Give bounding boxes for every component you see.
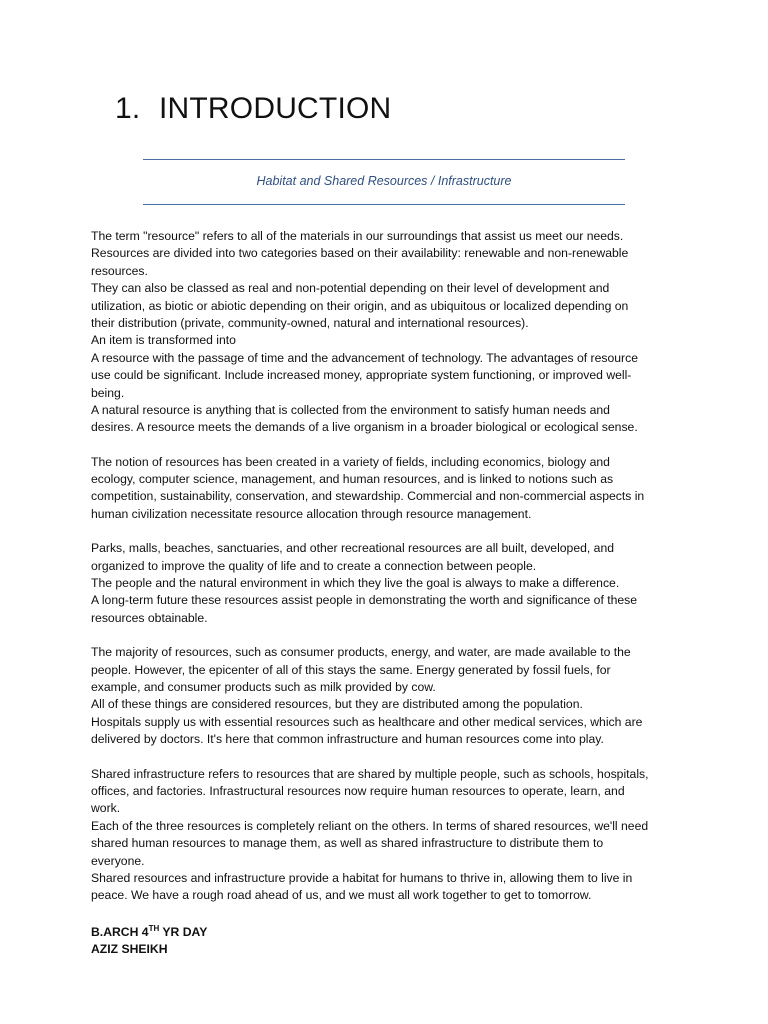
text-line: their distribution (private, community-owned, natural and international resources). xyxy=(91,315,529,330)
text-line: The notion of resources has been created in a variety of fields, including economics, biology and xyxy=(91,454,610,469)
text-line: A long-term future these resources assist people in demonstrating the worth and significance of these xyxy=(91,593,638,608)
text-line: Shared resources and infrastructure provide a habitat for humans to thrive in, allowing them to live in xyxy=(91,870,633,885)
text-line: human civilization necessitate resource allocation through resource management. xyxy=(91,506,532,521)
text-line: shared human resources to manage them, as well as shared infrastructure to distribute them to xyxy=(91,836,604,851)
author-class-prefix: B.ARCH 4 xyxy=(91,925,149,939)
text-line: A natural resource is anything that is collected from the environment to satisfy human needs and xyxy=(91,402,610,417)
text-line: use could be significant. Include increased money, appropriate system functioning, or improved well- xyxy=(91,368,632,383)
text-line: The majority of resources, such as consumer products, energy, and water, are made available to the xyxy=(91,645,631,660)
paragraph xyxy=(91,766,691,905)
text-line: All of these things are considered resources, but they are distributed among the population. xyxy=(91,697,583,712)
text-line: offices, and factories. Infrastructural resources now require human resources to operate, learn, and xyxy=(91,783,625,798)
text-line: competition, sustainability, conservation, and stewardship. Commercial and non-commercial aspects in xyxy=(91,489,645,504)
paragraph xyxy=(91,228,691,437)
text-line: A resource with the passage of time and the advancement of technology. The advantages of resource xyxy=(91,350,638,365)
author-class-line xyxy=(91,924,207,941)
section-title: INTRODUCTION xyxy=(159,92,392,125)
text-line: work. xyxy=(91,801,121,816)
body-text xyxy=(91,228,691,922)
author-class-superscript: TH xyxy=(148,924,160,933)
text-line: everyone. xyxy=(91,853,145,868)
text-line: utilization, as biotic or abiotic depending on their origin, and as ubiquitous or localized depending on xyxy=(91,298,629,313)
author-name: AZIZ SHEIKH xyxy=(91,942,168,957)
text-line: ecology, computer science, management, and human resources, and is linked to notions such as xyxy=(91,472,614,487)
paragraph xyxy=(91,644,691,748)
paragraph xyxy=(91,454,691,524)
text-line: example, and consumer products such as milk provided by cow. xyxy=(91,679,436,694)
author-signature xyxy=(91,924,207,959)
text-line: They can also be classed as real and non-potential depending on their level of development and xyxy=(91,281,610,296)
paragraph xyxy=(91,540,691,627)
text-line: resources. xyxy=(91,263,148,278)
text-line: The term "resource" refers to all of the materials in our surroundings that assist us meet our needs. xyxy=(91,229,624,243)
section-number: 1. xyxy=(115,92,141,125)
text-line: being. xyxy=(91,385,125,400)
text-line: peace. We have a rough road ahead of us, and we must all work together to get to tomorrow. xyxy=(91,888,592,903)
text-line: Shared infrastructure refers to resources that are shared by multiple people, such as schools, hospitals, xyxy=(91,766,649,781)
subtitle-bottom-rule xyxy=(143,204,625,205)
text-line: Parks, malls, beaches, sanctuaries, and other recreational resources are all built, developed, and xyxy=(91,541,614,556)
text-line: organized to improve the quality of life and to create a connection between people. xyxy=(91,558,537,573)
text-line: An item is transformed into xyxy=(91,333,236,348)
section-heading xyxy=(115,92,391,126)
text-line: resources obtainable. xyxy=(91,610,208,625)
text-line: Resources are divided into two categories based on their availability: renewable and non-renewable xyxy=(91,246,629,261)
text-line: Each of the three resources is completely reliant on the others. In terms of shared resources, we'll need xyxy=(91,818,649,833)
text-line: delivered by doctors. It's here that common infrastructure and human resources come into play. xyxy=(91,732,604,747)
author-class-suffix: YR DAY xyxy=(159,925,208,939)
text-line: The people and the natural environment in which they live the goal is always to make a difference. xyxy=(91,576,620,591)
subtitle-top-rule xyxy=(143,159,625,160)
subtitle: Habitat and Shared Resources / Infrastructure xyxy=(256,174,512,188)
text-line: Hospitals supply us with essential resources such as healthcare and other medical services, which are xyxy=(91,714,643,729)
text-line: desires. A resource meets the demands of a live organism in a broader biological or ecological sense. xyxy=(91,420,638,435)
text-line: people. However, the epicenter of all of this stays the same. Energy generated by fossil fuels, for xyxy=(91,662,611,677)
